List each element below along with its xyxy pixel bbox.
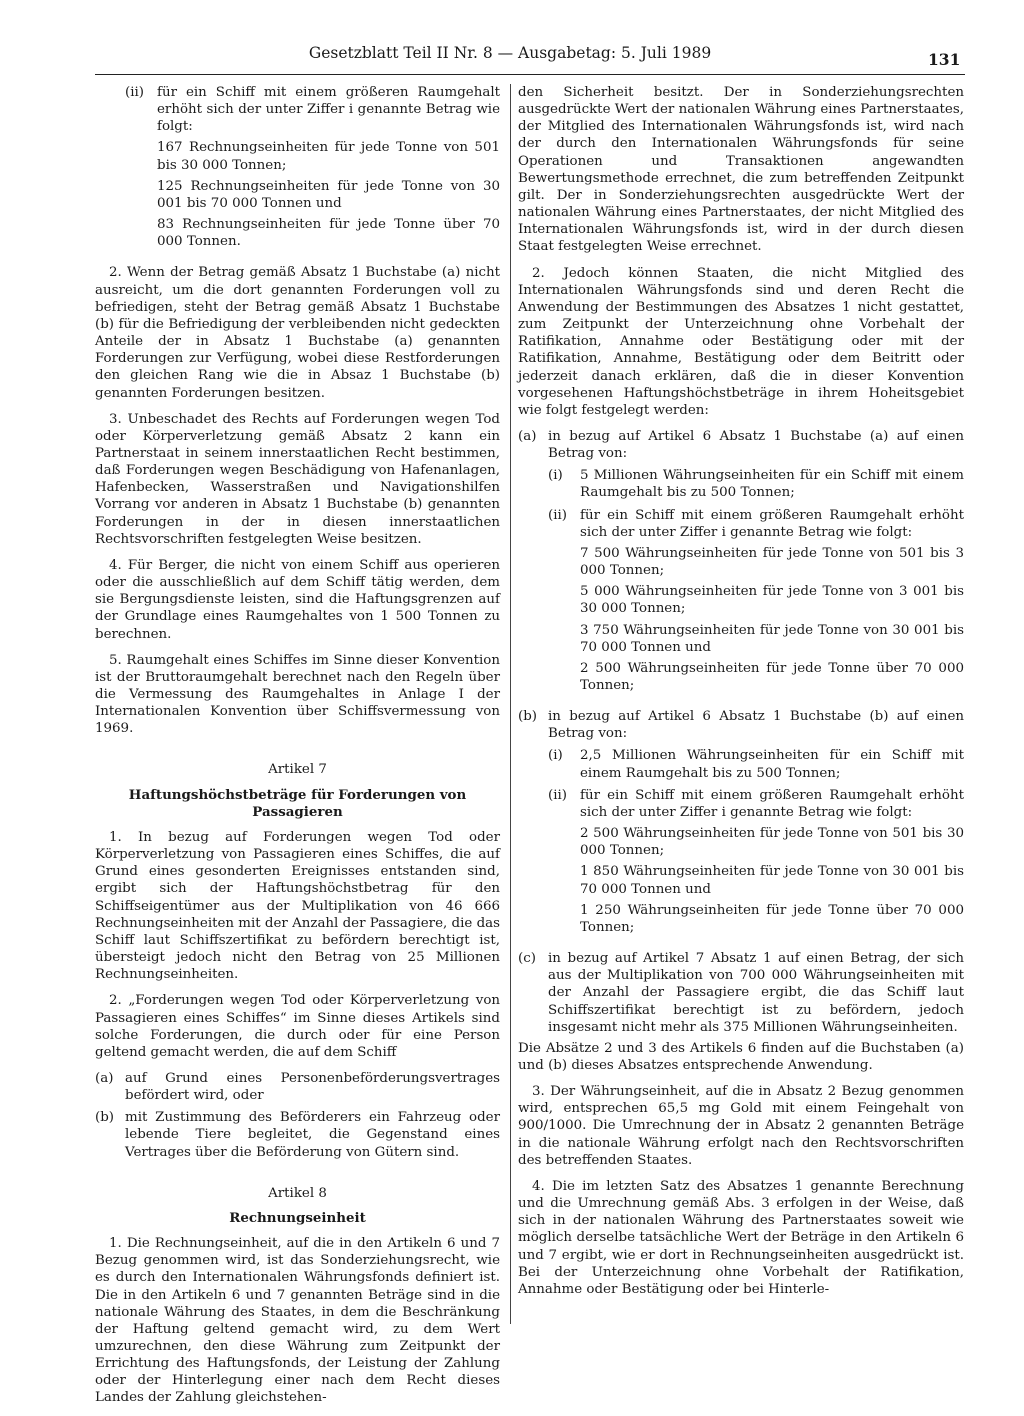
item-c	[518, 950, 964, 1036]
item-label: (a)	[95, 1070, 114, 1086]
column-divider	[510, 84, 511, 1324]
rate-line: 7 500 Währungseinheiten für jede Tonne von 501 bis 3 000 Tonnen;	[580, 545, 964, 579]
rate-line: 125 Rechnungseinheiten für jede Tonne von 30 001 bis 70 000 Tonnen und	[157, 178, 500, 211]
rate-line: 167 Rechnungseinheiten für jede Tonne von 501 bis 30 000 Tonnen;	[157, 140, 500, 173]
subitem-label: (i)	[548, 748, 563, 764]
article-8-title: Rechnungseinheit	[229, 1209, 366, 1226]
item-text: in bezug auf Artikel 7 Absatz 1 auf einen Betrag, der sich aus der Multiplikation von 700 000 Währungseinheiten mit der Anzahl der Passagiere ergibt, die das Schiff laut Schiffszertifikat berechtigt ist zu befördern, jedoch insgesamt nicht mehr als 375 Millionen Währungseinheiten.	[548, 951, 964, 1035]
paragraph-4: 4. Für Berger, die nicht von einem Schiff aus operieren oder die ausschließlich auf dem Schiff tätig werden, dem sie Bergungsdienste leisten, sind die Haftungsgrenzen auf der Grundlage eines Raumgehaltes von 1 500 Tonnen zu berechnen.	[95, 557, 500, 642]
article-8-paragraph-2: 2. Jedoch können Staaten, die nicht Mitglied des Internationalen Währungsfonds sind und deren Recht die Anwendung der Bestimmungen des Absatzes 1 nicht gestattet, zum Zeitpunkt der Unterzeichnung ohne Vorbehalt der Ratifikation, Annahme oder Bestätigung oder mit der Ratifikation, Annahme, Bestätigung oder dem Beitritt oder jederzeit danach erklären, daß die in dieser Konvention vorgesehenen Haftungshöchstbeträge in ihrem Hoheitsgebiet wie folgt festgelegt werden:	[518, 265, 964, 418]
rate-line: 2 500 Währungseinheiten für jede Tonne über 70 000 Tonnen;	[580, 660, 964, 693]
rate-line: 83 Rechnungseinheiten für jede Tonne über 70 000 Tonnen.	[157, 217, 500, 250]
right-column	[518, 84, 964, 1307]
item-b-subitems	[518, 747, 964, 945]
rate-line: 3 750 Währungseinheiten für jede Tonne von 30 001 bis 70 000 Tonnen und	[580, 622, 964, 655]
item-text: mit Zustimmung des Beförderers ein Fahrzeug oder lebende Tiere begleitet, die Gegenstand eines Vertrages über die Beförderung von Gütern sind.	[125, 1110, 500, 1160]
subitem-label: (ii)	[125, 85, 145, 100]
article-7-paragraph-2: 2. „Forderungen wegen Tod oder Körperverletzung von Passagieren eines Schiffes“ im Sinne dieses Artikels sind solche Forderungen, die durch oder für eine Person geltend gemacht werden, die auf dem Schiff	[95, 993, 500, 1060]
article-7-item-b	[95, 1109, 500, 1160]
item-text: in bezug auf Artikel 6 Absatz 1 Buchstabe (b) auf einen Betrag von:	[548, 709, 964, 742]
item-label: (b)	[95, 1110, 115, 1126]
subitem-text: für ein Schiff mit einem größeren Raumgehalt erhöht sich der unter Ziffer i genannte Betrag wie folgt:	[157, 85, 500, 135]
item-text: auf Grund eines Personenbeförderungsvertrages befördert wird, oder	[125, 1070, 500, 1104]
item-label: (b)	[518, 709, 538, 725]
article-8-number: Artikel 8	[268, 1185, 327, 1201]
rate-line: 2 500 Währungseinheiten für jede Tonne von 501 bis 30 000 Tonnen;	[580, 826, 964, 859]
left-column	[95, 84, 500, 1416]
subitem-label: (i)	[548, 468, 563, 484]
article-8-paragraph-4: 4. Die im letzten Satz des Absatzes 1 genannte Berechnung und die Umrechnung gemäß Abs. 3 erfolgen in der Weise, daß sich in der nationalen Währung des Partnerstaates soweit wie möglich derselbe tatsächliche Wert der Beträge in den Artikeln 6 und 7 ergibt, wie er dort in Rechnungseinheiten ausgedrückt ist. Bei der Unterzeichnung ohne Vorbehalt der Ratifikation, Annahme oder Bestätigung oder bei Hinterle-	[518, 1178, 964, 1297]
running-title: Gesetzblatt Teil II Nr. 8 — Ausgabetag: 5. Juli 1989	[308, 44, 712, 62]
article-8-paragraph-3: 3. Der Währungseinheit, auf die in Absatz 2 Bezug genommen wird, entsprechen 65,5 mg Gold mit einem Feingehalt von 900/1000. Die Umrechnung der in Absatz 2 genannten Beträge in die nationale Währung erfolgt nach den Rechtsvorschriften des betreffenden Staates.	[518, 1084, 964, 1168]
article-7-title: Haftungshöchstbeträge für Forderungen von Passagieren	[128, 786, 467, 820]
article-8-paragraph-1: 1. Die Rechnungseinheit, auf die in den Artikeln 6 und 7 Bezug genommen wird, ist das Sonderziehungsrecht, wie es durch den Internationalen Währungsfonds definiert ist. Die in den Artikeln 6 und 7 genannten Beträge sind in die nationale Währung des Staates, in dem die Beschränkung der Haftung geltend gemacht wird, zu dem Wert umzurechnen, den diese Währung zum Zeitpunkt der Errichtung des Haftungsfonds, der Leistung der Zahlung oder der Hinterlegung einer nach dem Recht dieses Landes der Zahlung gleichstehen-	[95, 1236, 500, 1406]
article-8-paragraph-1-continued: den Sicherheit besitzt. Der in Sonderziehungsrechten ausgedrückte Wert der nationalen Währung eines Partnerstaates, der Mitglied des Internationalen Währungsfonds ist, wird nach der durch den Internationalen Währungsfonds für seine Operationen und Transaktionen angewandten Bewertungsmethode errechnet, die zum betreffenden Zeitpunkt gilt. Der in Sonderziehungsrechten ausgedrückte Wert der nationalen Währung eines Partnerstaates, der nicht Mitglied des Internationalen Währungsfonds ist, wird in der durch diesen Staat festgelegten Weise errechnet.	[518, 85, 964, 255]
article-7-number: Artikel 7	[268, 762, 327, 778]
page-header	[0, 44, 1024, 74]
paragraph-2: 2. Wenn der Betrag gemäß Absatz 1 Buchstabe (a) nicht ausreicht, um die dort genannten Forderungen voll zu befriedigen, steht der Betrag gemäß Absatz 1 Buchstabe (b) für die Befriedigung der verbleibenden nicht gedeckten Anteile der in Absatz 1 Buchstabe (a) genannten Forderungen zur Verfügung, wobei diese Restforderungen den gleichen Rang wie die in Absaz 1 Buchstabe (b) genannten Forderungen besitzen.	[95, 265, 500, 401]
paragraph-2-closing: Die Absätze 2 und 3 des Artikels 6 finden auf die Buchstaben (a) und (b) dieses Absatzes entsprechende Anwendung.	[518, 1040, 964, 1073]
item-a	[518, 428, 964, 462]
header-rule	[95, 74, 965, 75]
rate-line: 1 850 Währungseinheiten für jede Tonne von 30 001 bis 70 000 Tonnen und	[580, 864, 964, 897]
subitem-ii-continued	[95, 84, 500, 259]
subitem-label: (ii)	[548, 507, 568, 523]
rate-line: 1 250 Währungseinheiten für jede Tonne über 70 000 Tonnen;	[580, 902, 964, 935]
item-text: in bezug auf Artikel 6 Absatz 1 Buchstabe (a) auf einen Betrag von:	[548, 428, 964, 462]
subitem-text: für ein Schiff mit einem größeren Raumgehalt erhöht sich der unter Ziffer i genannte Betrag wie folgt:	[580, 507, 964, 540]
item-label: (a)	[518, 428, 537, 444]
subitem-text: für ein Schiff mit einem größeren Raumgehalt erhöht sich der unter Ziffer i genannte Betrag wie folgt:	[580, 787, 964, 820]
subitem-label: (ii)	[548, 787, 568, 803]
item-a-subitems	[518, 467, 964, 703]
article-7-paragraph-1: 1. In bezug auf Forderungen wegen Tod oder Körperverletzung von Passagieren eines Schiffes, die auf Grund eines gesonderten Ereignisses entstanden sind, ergibt sich der Haftungshöchstbetrag für den Schiffseigentümer aus der Multiplikation von 46 666 Rechnungseinheiten mit der Anzahl der Passagiere, die das Schiff laut Schiffszertifikat zu befördern berechtigt ist, übersteigt jedoch nicht den Betrag von 25 Millionen Rechnungseinheiten.	[95, 829, 500, 983]
page-number: 131	[928, 50, 961, 69]
paragraph-5: 5. Raumgehalt eines Schiffes im Sinne dieser Konvention ist der Bruttoraumgehalt berechnet nach den Regeln über die Vermessung des Raumgehaltes in Anlage I der Internationalen Konvention über Schiffsvermessung von 1969.	[95, 652, 500, 737]
item-label: (c)	[518, 951, 536, 967]
paragraph-3: 3. Unbeschadet des Rechts auf Forderungen wegen Tod oder Körperverletzung gemäß Absatz 2 kann ein Partnerstaat in seinem innerstaatlichen Recht bestimmen, daß Forderungen wegen Beschädigung von Hafenanlagen, Hafenbecken, Wasserstraßen und Navigationshilfen Vorrang vor anderen in Absatz 1 Buchstabe (b) genannten Forderungen in der in diesen innerstaatlichen Rechtsvorschriften festgelegten Weise besitzen.	[95, 411, 500, 547]
rate-line: 5 000 Währungseinheiten für jede Tonne von 3 001 bis 30 000 Tonnen;	[580, 584, 964, 617]
subitem-text: 5 Millionen Währungseinheiten für ein Schiff mit einem Raumgehalt bis zu 500 Tonnen;	[580, 468, 964, 501]
subitem-text: 2,5 Millionen Währungseinheiten für ein Schiff mit einem Raumgehalt bis zu 500 Tonnen;	[580, 748, 964, 781]
item-b	[518, 708, 964, 742]
article-7-item-a	[95, 1070, 500, 1104]
